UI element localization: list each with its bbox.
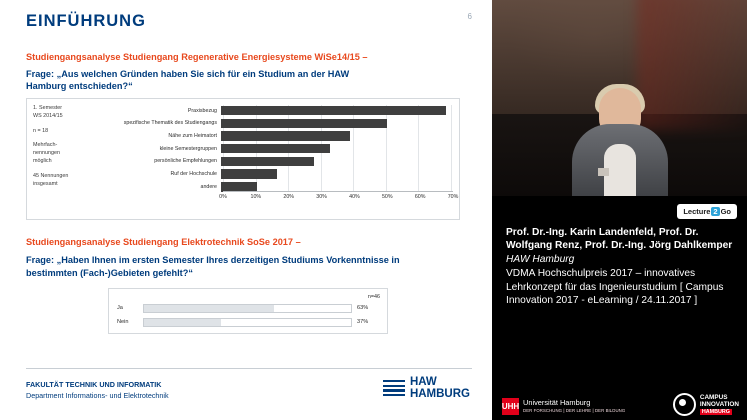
chart1-bar-fill: [221, 131, 350, 140]
chart1-bar-row: [97, 118, 453, 129]
chart1-bar-row: [97, 105, 453, 116]
section1-heading: Studiengangsanalyse Studiengang Regenerative Energiesysteme WiSe14/15 –: [26, 52, 368, 62]
speaker-body: [572, 124, 668, 196]
chart1-bar-fill: [221, 169, 277, 178]
haw-hamburg-logo: [383, 376, 470, 400]
chart1-x-tick: 60%: [414, 194, 426, 200]
video-still-frame[interactable]: [492, 0, 747, 196]
campus-innovation-line2: INNOVATION: [699, 400, 739, 408]
chart1-plot: [97, 105, 459, 215]
section2-question: Frage: „Haben Ihnen im ersten Semester Ihres derzeitigen Studiums Vorkenntnisse in bestimmten (Fach-)Gebieten gefehlt?“: [26, 255, 400, 278]
chart1-bar-label: spezifische Thematik des Studiengangs: [123, 120, 217, 127]
chart1-x-axis: [219, 191, 459, 204]
universitaet-hamburg-logo: [502, 398, 625, 415]
footer-faculty: FAKULTÄT TECHNIK UND INFORMATIK: [26, 380, 162, 389]
chart1-x-tick: 30%: [316, 194, 327, 200]
chart2-bar-row: [117, 303, 379, 313]
chart1-x-tick: 10%: [250, 194, 262, 200]
chart1-side-notes: [33, 105, 93, 196]
chart1-bar-row: [97, 156, 453, 167]
campus-innovation-text: [700, 394, 739, 416]
page-title: EINFÜHRUNG: [26, 12, 146, 30]
chart1-bar-label: persönliche Empfehlungen: [154, 158, 217, 165]
lecture2go-suffix: Go: [720, 207, 731, 216]
speaker-badge: [598, 168, 609, 176]
chart1-bar-track: [221, 130, 453, 141]
chart1-bars: [97, 105, 453, 191]
chart1-bar-row: [97, 130, 453, 141]
campus-innovation-mark-icon: [673, 393, 696, 416]
chart1-bar-track: [221, 156, 453, 167]
chart2-bar-track: [143, 318, 352, 327]
chart1-bar-track: [221, 105, 453, 116]
chart1-note-1: n = 18: [33, 127, 49, 134]
chart2-sample-size: n=46: [367, 294, 380, 300]
chart2-bar-label: Nein: [117, 319, 129, 325]
campus-innovation-logo: [673, 393, 739, 416]
haw-wordmark: [410, 376, 470, 400]
chart1-x-tick: 50%: [381, 194, 393, 200]
chart2-bar-track: [143, 304, 352, 313]
chart2-bar-fill: [144, 319, 221, 326]
chart2-bar-value: 37%: [357, 319, 369, 325]
chart1-bar-row: [97, 168, 453, 179]
video-speaker-figure: [572, 76, 668, 196]
uhh-name: Universität Hamburg: [523, 398, 591, 407]
chart1-note-2: Mehrfach- nennungen möglich: [33, 142, 60, 165]
chart1-bar-track: [221, 168, 453, 179]
lecture2go-logo: [677, 204, 737, 219]
chart1-bar-track: [221, 118, 453, 129]
chart1-bar-fill: [221, 119, 387, 128]
chart1-bar-fill: [221, 157, 314, 166]
chart1-bar-label: Ruf der Hochschule: [170, 171, 217, 178]
section2-heading: Studiengangsanalyse Studiengang Elektrotechnik SoSe 2017 –: [26, 237, 301, 247]
chart1-bar-fill: [221, 106, 446, 115]
chart1-x-tick: 0%: [219, 194, 227, 200]
chart1-bar-label: Praxisbezug: [187, 107, 217, 114]
campus-innovation-line1: CAMPUS: [699, 393, 728, 401]
lecture2go-prefix: Lecture: [683, 207, 711, 216]
chart1-x-tick: 20%: [283, 194, 295, 200]
chart1-x-tick: 40%: [349, 194, 360, 200]
chart1-bar-label: andere: [200, 183, 217, 190]
haw-wordmark-line1: HAW: [409, 376, 437, 388]
chart1-bar-row: [97, 143, 453, 154]
section1-question: Frage: „Aus welchen Gründen haben Sie sich für ein Studium an der HAW Hamburg entschieden?“: [26, 69, 350, 92]
video-affiliation: HAW Hamburg: [506, 254, 575, 266]
chart1-note-0: 1. Semester WS 2014/15: [33, 105, 63, 119]
chart1-bar-label: kleine Semestergruppen: [159, 145, 217, 152]
haw-wordmark-line2: HAMBURG: [409, 388, 470, 401]
chart2-bar-label: Ja: [117, 305, 123, 311]
chart1-bar-fill: [221, 144, 330, 153]
chart2-bar-fill: [144, 305, 274, 312]
uhh-tagline: DER FORSCHUNG | DER LEHRE | DER BILDUNG: [523, 408, 626, 414]
chart1-x-tick: 70%: [447, 194, 459, 200]
chart2-bar-row: [117, 317, 379, 327]
footer-divider: [26, 368, 472, 369]
haw-bars-icon: [383, 380, 405, 396]
uhh-text: [523, 398, 625, 414]
chart1-note-3: 45 Nennungen insgesamt: [33, 172, 69, 187]
chart1-bar-track: [221, 143, 453, 154]
chart2-bar-value: 63%: [357, 305, 369, 311]
campus-innovation-line3: HAMBURG: [701, 409, 730, 416]
chart2-bars: [117, 303, 379, 331]
uhh-mark-icon: UHH: [502, 398, 519, 415]
video-pane: [492, 0, 747, 420]
slide-number: 6: [467, 12, 472, 21]
video-description: VDMA Hochschulpreis 2017 – innovatives Lehrkonzept für das Ingenieurstudium [ Campus Innovation 2017 - eLearning / 24.11.2017 ]: [506, 268, 724, 306]
chart-card-elektrotechnik: [108, 288, 388, 334]
chart1-bar-label: Nähe zum Heimatort: [168, 133, 217, 140]
lecture2go-accent: 2: [713, 207, 718, 216]
footer-department: Department Informations- und Elektrotechnik: [26, 391, 169, 400]
chart-card-regenerative-energiesysteme: [26, 98, 460, 220]
video-speakers: Prof. Dr.-Ing. Karin Landenfeld, Prof. Dr. Wolfgang Renz, Prof. Dr.-Ing. Jörg Dahlkemper: [506, 227, 733, 252]
video-logo-row: [492, 386, 747, 420]
